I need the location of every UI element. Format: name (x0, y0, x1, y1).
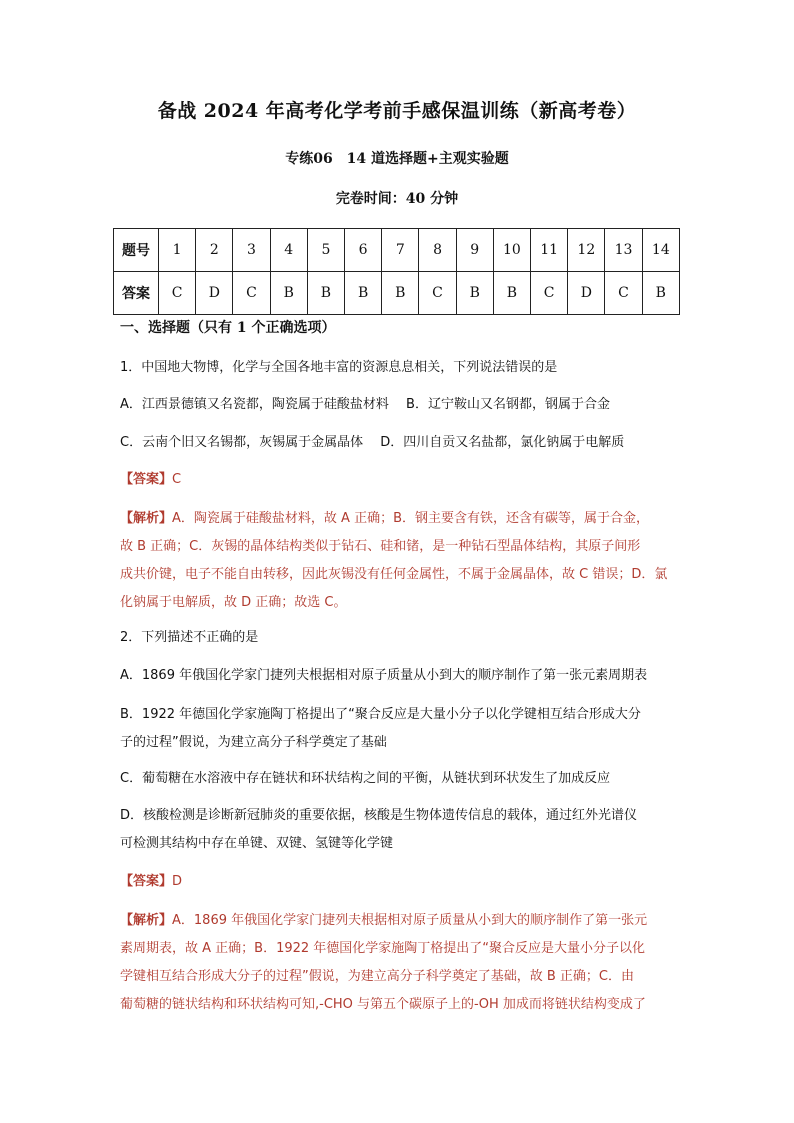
question-2-option-c: C．葡萄糖在水溶液中存在链状和环状结构之间的平衡，从链状到环状发生了加成反应 (120, 771, 611, 786)
question-2-answer (120, 869, 680, 895)
question-number: 14 (642, 229, 679, 272)
explanation-text: A．1869 年俄国化学家门捷列夫根据相对原子质量从小到大的顺序制作了第一张元 (172, 913, 648, 928)
question-number: 10 (493, 229, 530, 272)
time-limit: 完卷时间：40 分钟 (335, 191, 459, 207)
section-heading: 一、选择题（只有 1 个正确选项） (120, 320, 336, 336)
question-1-explanation-line (120, 506, 680, 532)
answer-cell: C (159, 272, 196, 315)
question-number: 5 (307, 229, 344, 272)
answer-cell: D (568, 272, 605, 315)
answer-value: D (172, 874, 183, 889)
answer-cell: C (233, 272, 270, 315)
answer-cell: B (382, 272, 419, 315)
answer-cell: C (531, 272, 568, 315)
document-title: 备战 2024 年高考化学考前手感保温训练（新高考卷） (157, 100, 637, 122)
answer-tag: 【答案】 (120, 472, 173, 487)
question-2-explanation-line: 学键相互结合形成大分子的过程”假说，为建立高分子科学奠定了基础，故 B 正确；C．由 (120, 969, 634, 984)
question-1-options-cd: C．云南个旧又名锡都，灰锡属于金属晶体 D．四川自贡又名盐都，氯化钠属于电解质 (120, 435, 625, 450)
answer-value: C (172, 472, 182, 487)
question-1-stem: 1．中国地大物博，化学与全国各地丰富的资源息息相关，下列说法错误的是 (120, 360, 558, 375)
question-number: 12 (568, 229, 605, 272)
answer-table (113, 228, 680, 315)
answer-cell: C (419, 272, 456, 315)
question-2-stem: 2．下列描述不正确的是 (120, 630, 259, 645)
question-1-explanation-line: 化钠属于电解质，故 D 正确；故选 C。 (120, 595, 347, 610)
answer-cell: B (270, 272, 307, 315)
question-2-option-b: B．1922 年德国化学家施陶丁格提出了“聚合反应是大量小分子以化学键相互结合形成大分 (120, 707, 641, 722)
question-number: 1 (159, 229, 196, 272)
question-2-option-b-cont: 子的过程”假说，为建立高分子科学奠定了基础 (120, 735, 387, 750)
question-2-explanation-line: 葡萄糖的链状结构和环状结构可知,-CHO 与第五个碳原子上的-OH 加成而将链状结构变成了 (120, 997, 646, 1012)
explanation-tag: 【解析】 (120, 913, 173, 928)
answer-cell: B (345, 272, 382, 315)
explanation-tag: 【解析】 (120, 511, 173, 526)
question-1-explanation-line: 故 B 正确；C．灰锡的晶体结构类似于钻石、硅和锗，是一种钻石型晶体结构，其原子间形 (120, 539, 641, 554)
question-number: 3 (233, 229, 270, 272)
explanation-text: A．陶瓷属于硅酸盐材料，故 A 正确；B．钢主要含有铁，还含有碳等，属于合金， (172, 511, 649, 526)
answer-cell: C (605, 272, 642, 315)
question-2-explanation-line: 素周期表，故 A 正确；B．1922 年德国化学家施陶丁格提出了“聚合反应是大量小分子以化 (120, 941, 646, 956)
question-2-option-d-cont: 可检测其结构中存在单键、双键、氢键等化学键 (120, 836, 394, 851)
question-2-option-a: A．1869 年俄国化学家门捷列夫根据相对原子质量从小到大的顺序制作了第一张元素周期表 (120, 668, 648, 683)
answer-cell: D (196, 272, 233, 315)
question-number: 8 (419, 229, 456, 272)
question-number: 4 (270, 229, 307, 272)
question-1-explanation-line: 成共价键，电子不能自由转移，因此灰锡没有任何金属性，不属于金属晶体，故 C 错误；D．氯 (120, 567, 668, 582)
question-1-options-ab: A．江西景德镇又名瓷都，陶瓷属于硅酸盐材料 B．辽宁鞍山又名钢都，钢属于合金 (120, 397, 610, 412)
question-2-option-d: D．核酸检测是诊断新冠肺炎的重要依据，核酸是生物体遗传信息的载体，通过红外光谱仪 (120, 808, 638, 823)
document-subtitle: 专练06 14 道选择题+主观实验题 (285, 151, 509, 167)
row-label-number: 题号 (114, 229, 159, 272)
question-number: 13 (605, 229, 642, 272)
question-number: 6 (345, 229, 382, 272)
question-number: 9 (456, 229, 493, 272)
answer-cell: B (456, 272, 493, 315)
answer-table-answer-row (114, 272, 680, 315)
question-number: 11 (531, 229, 568, 272)
answer-table-number-row (114, 229, 680, 272)
answer-cell: B (493, 272, 530, 315)
answer-tag: 【答案】 (120, 874, 173, 889)
row-label-answer: 答案 (114, 272, 159, 315)
question-number: 7 (382, 229, 419, 272)
question-number: 2 (196, 229, 233, 272)
question-2-explanation-line (120, 908, 680, 934)
answer-cell: B (642, 272, 679, 315)
question-1-answer (120, 467, 680, 493)
answer-cell: B (307, 272, 344, 315)
